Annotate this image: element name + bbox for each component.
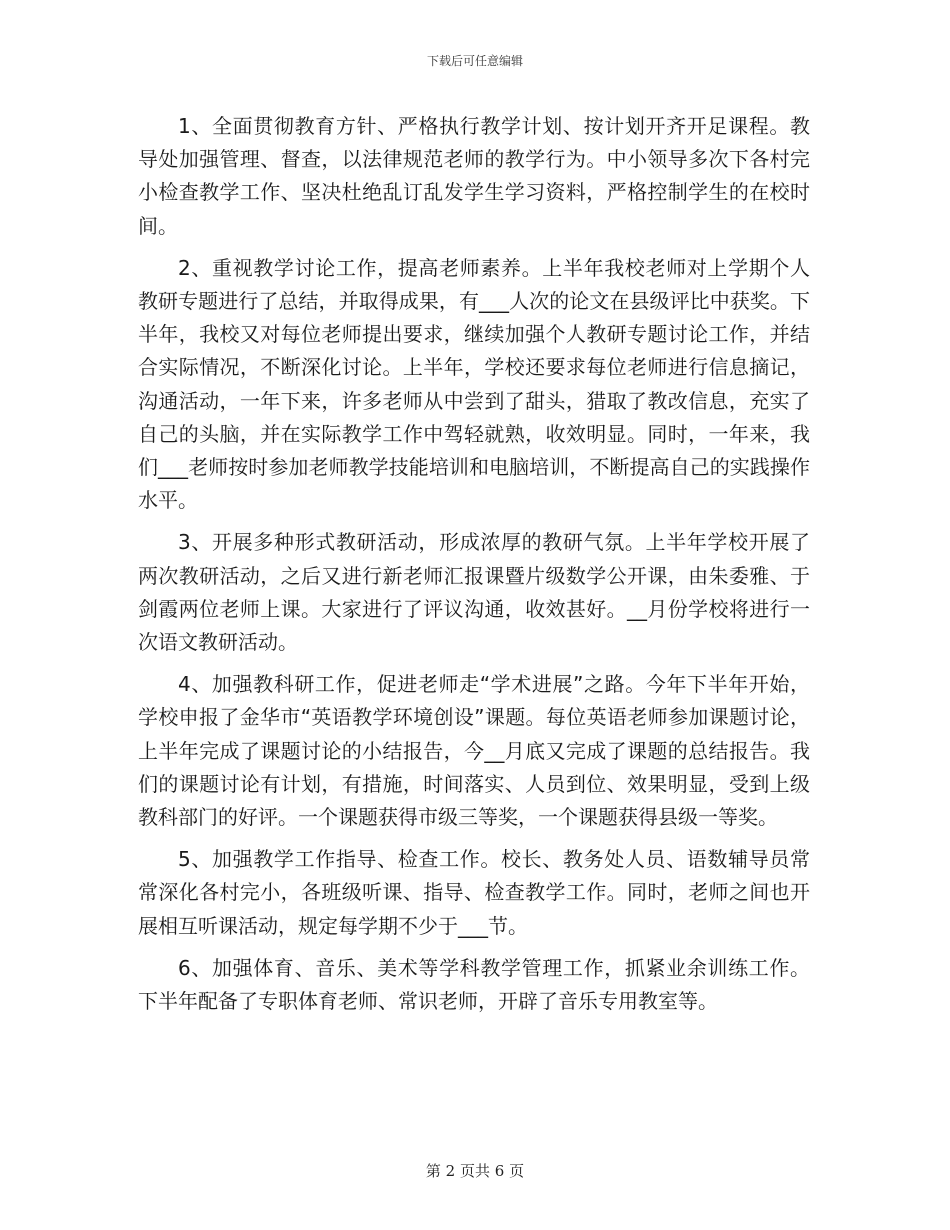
paragraph-5: 5、加强教学工作指导、检查工作。校长、教务处人员、语数辅导员常常深化各村完小，各班级听课、指导、检查教学工作。同时，老师之间也开展相互听课活动，规定每学期不少于___节。: [138, 847, 810, 938]
document-body: [138, 110, 810, 1027]
page-header: 下载后可任意编辑: [426, 54, 523, 68]
paragraph-4: 4、加强教科研工作，促进老师走“学术进展”之路。今年下半年开始，学校申报了金华市“英语教学环境创设”课题。每位英语老师参加课题讨论，上半年完成了课题讨论的小结报告，今__月底又完成了课题的总结报告。我们的课题讨论有计划，有措施，时间落实、人员到位、效果明显，受到上级教科部门的好评。一个课题获得市级三等奖，一个课题获得县级一等奖。: [138, 672, 810, 830]
paragraph-3: 3、开展多种形式教研活动，形成浓厚的教研气氛。上半年学校开展了两次教研活动，之后又进行新老师汇报课暨片级数学公开课，由朱委雅、于剑霞两位老师上课。大家进行了评议沟通，收效甚好。__月份学校将进行一次语文教研活动。: [138, 530, 810, 655]
paragraph-1: 1、全面贯彻教育方针、严格执行教学计划、按计划开齐开足课程。教导处加强管理、督查，以法律规范老师的教学行为。中小领导多次下各村完小检查教学工作、坚决杜绝乱订乱发学生学习资料，严格控制学生的在校时间。: [138, 114, 810, 238]
paragraph-6: 6、加强体育、音乐、美术等学科教学管理工作，抓紧业余训练工作。下半年配备了专职体育老师、常识老师，开辟了音乐专用教室等。: [138, 955, 810, 1014]
page-footer: 第 2 页共 6 页: [425, 1162, 525, 1180]
paragraph-2: 2、重视教学讨论工作，提高老师素养。上半年我校老师对上学期个人教研专题进行了总结，并取得成果，有___人次的论文在县级评比中获奖。下半年，我校又对每位老师提出要求，继续加强个人教研专题讨论工作，并结合实际情况，不断深化讨论。上半年，学校还要求每位老师进行信息摘记，沟通活动，一年下来，许多老师从中尝到了甜头，猎取了教改信息，充实了自己的头脑，并在实际教学工作中驾轻就熟，收效明显。同时，一年来，我们___老师按时参加老师教学技能培训和电脑培训，不断提高自己的实践操作水平。: [138, 255, 810, 513]
